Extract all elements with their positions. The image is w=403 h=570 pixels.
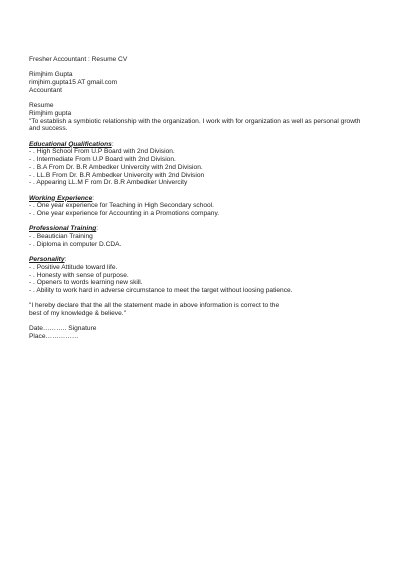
- personality-list: [29, 264, 383, 295]
- work-heading: Working Experience:: [29, 194, 95, 202]
- candidate-name: Rimjhim Gupta: [29, 71, 73, 79]
- place-line: Place……………: [29, 333, 79, 341]
- list-item: - . One year experience for Accounting in a Promotions company.: [29, 210, 220, 217]
- education-title: Educational Qualifications: [29, 140, 112, 148]
- date-signature-line: Date……….. Signature: [29, 325, 97, 333]
- candidate-role: Accountant: [29, 86, 62, 94]
- personality-heading: Personality:: [29, 256, 67, 264]
- training-title: Professional Training: [29, 225, 97, 233]
- declaration-text: "I hereby declare that the all the statement made in above information is correct to the best of my knowledge & believe.": [29, 302, 280, 318]
- list-item: - . Ability to work hard in adverse circumstance to meet the target without loosing patience.: [29, 287, 293, 294]
- education-heading: Educational Qualifications:: [29, 140, 114, 148]
- list-item: - . Openers to words learning new skill.: [29, 279, 143, 287]
- list-item: - . B.A From Dr. B.R Ambedker Univercity with 2nd Division.: [29, 163, 203, 171]
- list-item: - . Intermediate From U.P Board with 2nd Division.: [29, 156, 176, 164]
- work-list: [29, 202, 383, 217]
- training-list: [29, 233, 383, 248]
- list-item: - . LL.B From Dr. B.R Ambedker Univercity with 2nd Division: [29, 171, 205, 179]
- candidate-email: rimjhim.gupta15 AT gmail.com: [29, 79, 118, 87]
- list-item: - . Honesty with sense of purpose.: [29, 271, 129, 279]
- resume-heading: Resume: [29, 102, 54, 110]
- personality-title: Personality: [29, 256, 65, 264]
- objective-text: "To establish a symbiotic relationship with the organization. I work with for organization as well as personal growth and success.: [29, 117, 361, 133]
- document-title: Fresher Accountant : Resume CV: [29, 56, 128, 63]
- objective-name: Rimjhim gupta: [29, 109, 72, 117]
- list-item: - . High School From U.P Board with 2nd Division.: [29, 148, 175, 156]
- work-title: Working Experience: [29, 194, 93, 202]
- list-item: - . Diploma in computer D.CDA.: [29, 240, 122, 248]
- list-item: - . Positive Attitude toward life.: [29, 263, 118, 271]
- list-item: - . Beautician Training: [29, 233, 93, 241]
- education-list: [29, 148, 383, 187]
- list-item: - . One year experience for Teaching in High Secondary school.: [29, 202, 214, 210]
- training-heading: Professional Training:: [29, 225, 99, 233]
- list-item: - . Appearing LL.M F rom Dr. B.R Ambedker Univercity: [29, 179, 188, 187]
